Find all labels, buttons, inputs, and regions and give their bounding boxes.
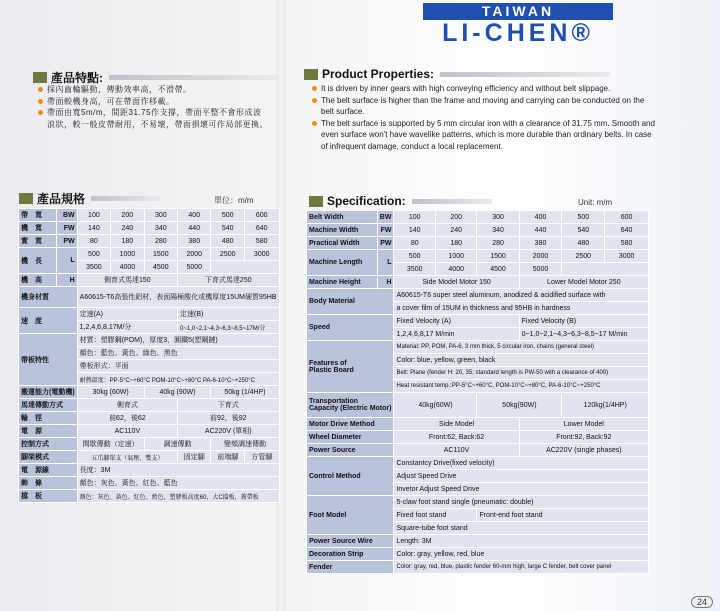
table-row: 實 寬 PW 80 180 280 380 480 580 bbox=[19, 235, 280, 248]
table-row: Power Source Wire Length: 3M bbox=[307, 535, 649, 548]
table-row: 搬運能力(電動機) 30kg (60W) 40kg (90W) 50kg (1/4HP) bbox=[19, 386, 280, 399]
table-row: Machine Height H Side Model Motor 150 Lower Model Motor 250 bbox=[307, 276, 649, 289]
table-row: 帶板特性 材質：塑膠鋼(POM)，厚度3，圓鐵5(塑鋼鏈) bbox=[19, 334, 280, 347]
table-row: 飾 條 顏色：灰色、黃色、紅色、藍色 bbox=[19, 477, 280, 490]
heading-bar bbox=[412, 199, 492, 204]
table-row: 速 度 定速(A) 定速(B) bbox=[19, 308, 280, 321]
heading-bar bbox=[440, 72, 610, 77]
table-row: Wheel Diameter Front:62, Back:62 Front:92, Back:92 bbox=[307, 431, 649, 444]
logo-brand: LI-CHEN® bbox=[442, 19, 594, 47]
en-features-list bbox=[312, 83, 657, 152]
table-row: 帶板形式：平面 bbox=[19, 360, 280, 373]
table-row: 1,2,4,6,8,17 M/min 0~1,0~2,1~4,3~6,3~8,5~17 M/min bbox=[307, 328, 649, 341]
table-row: Transportation Capacity (Electric Motor) 40kg(60W) 50kg(90W) 120kg(1/4HP) bbox=[307, 393, 649, 418]
table-row: Motor Drive Method Side Model Lower Model bbox=[307, 418, 649, 431]
page-number: 24 bbox=[691, 596, 713, 608]
table-row: 電 源 AC110V AC220V (單相) bbox=[19, 425, 280, 438]
zh-spec-heading bbox=[19, 190, 161, 207]
table-row: 機 寬 FW 140 240 340 440 540 640 bbox=[19, 222, 280, 235]
zh-spec-unit: 單位：m/m bbox=[214, 196, 254, 205]
table-row: 機 高 H 側育式馬達150 下育式馬達250 bbox=[19, 274, 280, 287]
table-row: Power Source AC110V AC220V (single phases) bbox=[307, 444, 649, 457]
table-row: Practical Width PW 80 180 280 380 480 580 bbox=[307, 237, 649, 250]
table-row: Belt: Plane (fender H: 20, 35; standard length is PW-50 with a clearance of 400) bbox=[307, 367, 649, 380]
table-row: Square-tube foot stand bbox=[307, 522, 649, 535]
en-feature-item: It is driven by inner gears with high conveying efficiency and without belt slippage. bbox=[312, 83, 657, 95]
en-spec-unit: Unit: m/m bbox=[578, 198, 613, 207]
table-row: 顏色：藍色、黃色、綠色、黑色 bbox=[19, 347, 280, 360]
table-row: 擋 板 顏色：灰色、黃色、紅色、藍色，塑膠板高度60，大C擋板，蓋帶板 bbox=[19, 490, 280, 503]
table-row: 馬達傳動方式 側育式 下育式 bbox=[19, 399, 280, 412]
table-row: Machine Length L 500 1000 1500 2000 2500 3000 bbox=[307, 250, 649, 263]
en-features-heading bbox=[304, 67, 610, 81]
en-feature-item: The belt surface is higher than the frame and moving and carrying can be conducted on the belt surface. bbox=[312, 95, 657, 118]
zh-features-list bbox=[38, 84, 268, 130]
heading-square-icon bbox=[19, 193, 33, 204]
table-row: Adjust Speed Drive bbox=[307, 470, 649, 483]
table-row: Color: blue, yellow, green, black bbox=[307, 354, 649, 367]
en-spec-title: Specification: bbox=[327, 194, 406, 208]
heading-bar bbox=[109, 75, 279, 80]
zh-spec-title: 產品規格 bbox=[37, 192, 86, 206]
heading-square-icon bbox=[33, 72, 47, 83]
zh-feature-item: 採內齒輪驅動，傳動效率高，不滑帶。 bbox=[38, 84, 268, 96]
zh-feature-item: 帶面由寬5m/m，間距31.75作支撐，帶面平整不會形成波浪狀，較一般皮帶耐用，不易壞，帶面損壞可作局部更換。 bbox=[38, 107, 268, 130]
en-spec-table bbox=[306, 210, 649, 574]
table-row: Machine Width FW 140 240 340 440 540 640 bbox=[307, 224, 649, 237]
zh-features-title: 產品特點: bbox=[51, 71, 103, 85]
table-row: a cover film of 15UM in thickness and 95HB in hardness bbox=[307, 302, 649, 315]
table-row: Body Material A60615-T6 super steel aluminum, anodized & acidified surface with bbox=[307, 289, 649, 302]
heading-square-icon bbox=[304, 69, 318, 80]
en-spec-heading bbox=[309, 194, 492, 208]
table-row: Belt Width BW 100 200 300 400 500 600 bbox=[307, 211, 649, 224]
table-row: 控制方式 間歇傳動（定速） 調速傳動 變頻調速傳動 bbox=[19, 438, 280, 451]
table-row: Foot Model 5-claw foot stand single (pneumatic: double) bbox=[307, 496, 649, 509]
table-row: Decoration Strip Color: gray, yellow, red, blue bbox=[307, 548, 649, 561]
table-row: Fixed foot stand Front-end foot stand bbox=[307, 509, 649, 522]
logo-country: TAIWAN bbox=[423, 3, 613, 20]
table-row: Fender Color: gray, red, blue, plastic fender 60-mm high, large C fender, belt cover panel bbox=[307, 561, 649, 574]
table-row: 機 長 L 500 1000 1500 2000 2500 3000 bbox=[19, 248, 280, 261]
table-row: Invetor Adjust Speed Drive bbox=[307, 483, 649, 496]
table-row: 1,2,4,6,8,17M/分 0~1,0~2,1~4,3~6,3~8,5~17M/分 bbox=[19, 321, 280, 334]
table-row: 輪 徑 前62，後62 前92，後92 bbox=[19, 412, 280, 425]
table-row: 帶 寬 BW 100 200 300 400 500 600 bbox=[19, 209, 280, 222]
en-features-title: Product Properties: bbox=[322, 67, 435, 81]
table-row: Control Method Constantcy Drive(fixed velocity) bbox=[307, 457, 649, 470]
en-feature-item: The belt surface is supported by 5 mm circular iron with a clearance of 31.75 mm. Smooth and even surface won't have wavelike patterns, which is more durable than ordinary belts. In case of infrequent damage, conduct a local replacement. bbox=[312, 118, 657, 153]
zh-spec-table bbox=[18, 208, 280, 503]
table-row: 電 源線 長度：3M bbox=[19, 464, 280, 477]
table-row: Features of Plastic Board Material: PP, POM, PA-6, 3 mm thick, 5 circular iron, chains (general steel) bbox=[307, 341, 649, 354]
table-row: Speed Fixed Velocity (A) Fixed Velocity (B) bbox=[307, 315, 649, 328]
table-row: 腳架模式 五爪腳單支（氣壓，雙支） 固定腳 前端腳 方管腳 bbox=[19, 451, 280, 464]
heading-square-icon bbox=[309, 196, 323, 207]
table-row: 機身材質 A60615-T6高張性鋁材，表面陽極酸化或機厚度15UM硬質95HB bbox=[19, 287, 280, 308]
zh-feature-item: 帶面較機身高，可在帶面作移載。 bbox=[38, 96, 268, 108]
table-row: Heat resistant temp.:PP-5°C~+60°C, POM-10°C~+80°C, PA-6-10°C~+250°C bbox=[307, 380, 649, 393]
table-row: 3500 4000 4500 5000 bbox=[19, 261, 280, 274]
table-row: 耐熱溫度：PP-5°C~+60°C POM-10°C~+80°C PA-6-10°C~+250°C bbox=[19, 373, 280, 386]
heading-bar bbox=[91, 196, 161, 201]
brand-logo bbox=[423, 3, 613, 46]
table-row: 3500 4000 4500 5000 bbox=[307, 263, 649, 276]
